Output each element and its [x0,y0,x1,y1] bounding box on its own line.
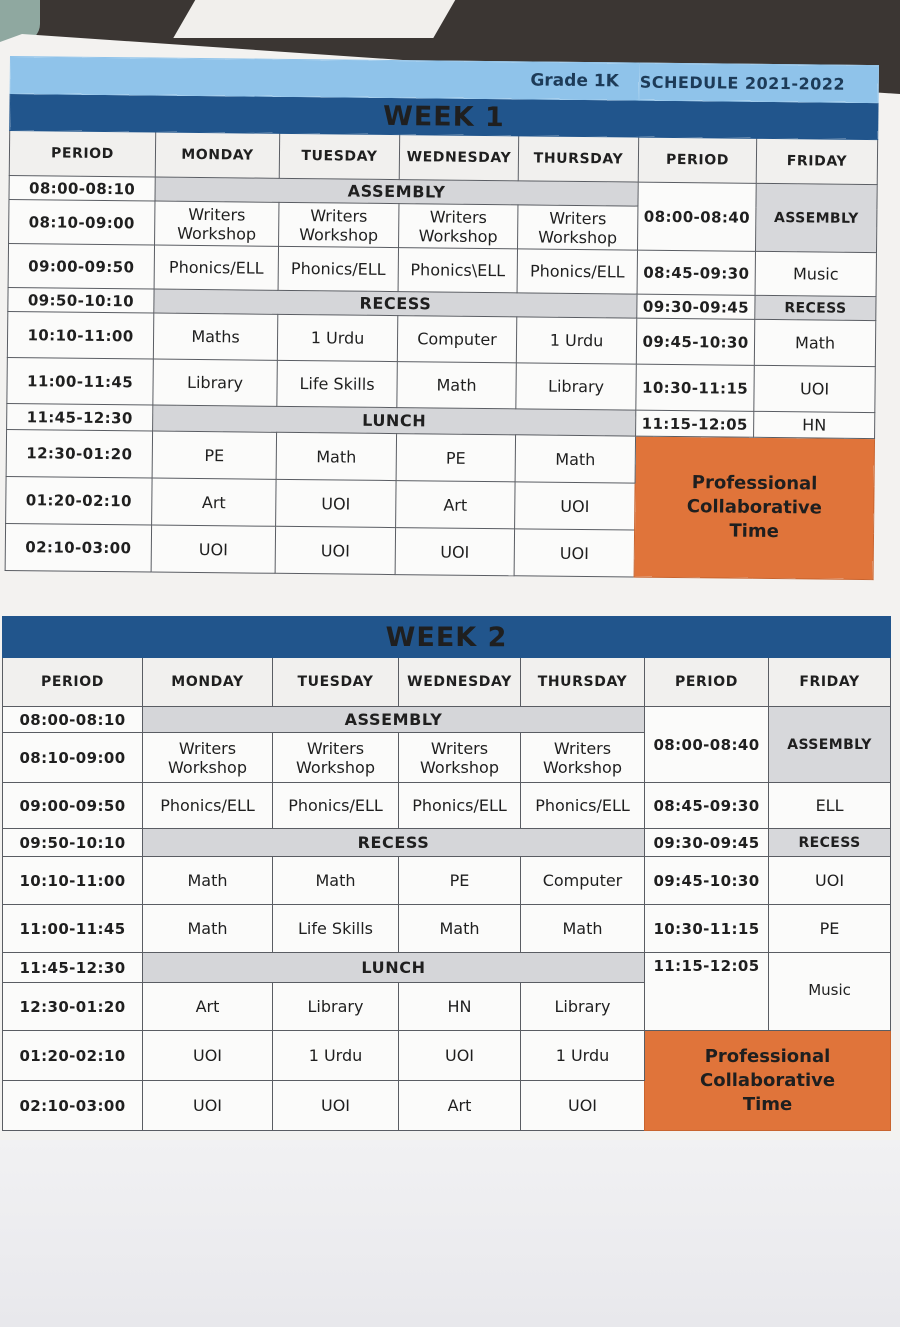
schedule-cell: Library [521,983,645,1031]
schedule-cell: Math [143,905,273,953]
header-tuesday: TUESDAY [273,658,399,707]
schedule-cell: Writers Workshop [518,205,639,250]
period-time: 08:10-09:00 [9,199,155,245]
schedule-cell: UOI [515,482,636,530]
schedule-cell: 1 Urdu [273,1031,399,1081]
pct-line: Professional [704,1045,831,1067]
header-period: PERIOD [3,658,143,707]
schedule-cell: Phonics/ELL [273,783,399,829]
schedule-cell: Phonics\ELL [398,248,517,293]
professional-collaborative-time-block [634,436,874,579]
schedule-cell: Library [273,983,399,1031]
period-time: 12:30-01:20 [3,983,143,1031]
lunch-band: LUNCH [143,953,645,983]
assembly-band: ASSEMBLY [143,707,645,733]
lunch-band: LUNCH [153,405,636,436]
schedule-cell: Writers Workshop [521,733,645,783]
schedule-cell: Life Skills [277,360,397,407]
friday-subject: UOI [754,365,875,412]
schedule-cell: 1 Urdu [277,314,397,361]
schedule-cell: Library [153,359,277,406]
schedule-cell: UOI [276,479,396,527]
schedule-cell: Computer [397,316,516,363]
schedule-cell: UOI [521,1081,645,1131]
schedule-cell: UOI [143,1031,273,1081]
friday-period-time: 08:45-09:30 [645,783,769,829]
header-wednesday: WEDNESDAY [399,658,521,707]
schedule-cell: Writers Workshop [399,204,518,249]
schedule-cell: Art [396,481,515,529]
schedule-cell: Math [276,432,396,480]
pct-line: Time [729,520,779,543]
period-time: 02:10-03:00 [3,1081,143,1131]
friday-subject: RECESS [769,829,891,857]
period-time: 09:00-09:50 [3,783,143,829]
schedule-cell: 1 Urdu [516,317,637,364]
pct-line: Professional [691,472,818,495]
period-time: 02:10-03:00 [5,523,151,572]
friday-subject: Music [755,251,876,296]
paper-shadow [0,1140,900,1327]
friday-period-time: 09:30-09:45 [645,829,769,857]
schedule-cell: Library [516,363,637,410]
period-time: 12:30-01:20 [6,429,152,478]
schedule-cell: UOI [514,529,635,577]
schedule-cell: Phonics/ELL [517,249,638,294]
schedule-cell: UOI [143,1081,273,1131]
period-time: 11:45-12:30 [7,403,153,431]
week-title: WEEK 1 [10,94,878,140]
schedule-cell: Maths [153,313,277,360]
friday-period-time: 10:30-11:15 [645,905,769,953]
friday-period-time: 08:00-08:40 [645,707,769,783]
schedule-cell: PE [396,434,515,482]
schedule-cell: Writers Workshop [143,733,273,783]
schedule-cell: Writers Workshop [279,202,399,247]
pct-line: Collaborative [686,496,823,519]
schedule-cell: Computer [521,857,645,905]
header-monday: MONDAY [155,132,279,178]
schedule-cell: Math [515,435,636,483]
period-time: 11:00-11:45 [3,905,143,953]
schedule-cell: Phonics/ELL [399,783,521,829]
period-time: 11:45-12:30 [3,953,143,983]
schedule-cell: Art [152,478,276,526]
friday-subject: ELL [769,783,891,829]
schedule-cell: UOI [399,1031,521,1081]
schedule-cell: PE [399,857,521,905]
schedule-cell: Phonics/ELL [143,783,273,829]
pct-line: Time [742,1093,793,1115]
period-time: 08:00-08:10 [3,707,143,733]
schedule-cell: Phonics/ELL [154,245,278,290]
friday-period-time: 08:00-08:40 [638,182,757,251]
friday-period-time: 09:45-10:30 [636,318,754,365]
friday-subject: Music [769,953,891,1031]
schedule-cell: Writers Workshop [273,733,399,783]
schedule-cell: UOI [395,528,514,576]
schedule-cell: UOI [275,526,395,574]
schedule-cell: Phonics/ELL [278,246,398,291]
week-2-schedule [2,616,891,1131]
header-friday-period: PERIOD [645,658,769,707]
schedule-cell: Life Skills [273,905,399,953]
friday-period-time: 10:30-11:15 [636,364,754,411]
schedule-cell: Math [273,857,399,905]
period-time: 08:10-09:00 [3,733,143,783]
friday-period-time: 11:15-12:05 [645,953,769,1031]
schedule-cell: Math [397,362,516,409]
pct-line: Collaborative [700,1069,836,1091]
header-period: PERIOD [9,131,155,178]
schedule-cell: Math [521,905,645,953]
schedule-cell: Phonics/ELL [521,783,645,829]
period-time: 09:00-09:50 [8,243,154,289]
header-thursday: THURSDAY [521,658,645,707]
period-time: 08:00-08:10 [9,175,155,201]
friday-subject: RECESS [755,295,876,320]
friday-period-time: 09:30-09:45 [637,294,755,319]
friday-subject: HN [754,411,875,438]
professional-collaborative-time-block [645,1031,891,1131]
header-wednesday: WEDNESDAY [399,135,518,181]
period-time: 11:00-11:45 [7,357,153,405]
header-friday: FRIDAY [769,658,891,707]
period-time: 09:50-10:10 [3,829,143,857]
schedule-cell: Writers Workshop [155,201,279,246]
header-friday-period: PERIOD [638,137,756,183]
friday-period-time: 08:45-09:30 [637,250,755,295]
schedule-cell: Math [399,905,521,953]
schedule-cell: HN [399,983,521,1031]
schedule-cell: UOI [273,1081,399,1131]
recess-band: RECESS [154,289,637,318]
period-time: 10:10-11:00 [3,857,143,905]
friday-subject: ASSEMBLY [769,707,891,783]
schedule-cell: UOI [151,525,275,573]
assembly-band: ASSEMBLY [155,177,638,206]
grade-label: Grade 1K [530,70,619,92]
background-paper [173,0,458,38]
schedule-year-title: SCHEDULE 2021-2022 [639,72,846,94]
friday-period-time: 09:45-10:30 [645,857,769,905]
friday-period-time: 11:15-12:05 [636,410,754,437]
schedule-cell: Math [143,857,273,905]
period-time: 10:10-11:00 [7,311,153,359]
schedule-cell: Writers Workshop [399,733,521,783]
week-title: WEEK 2 [3,617,891,658]
header-friday: FRIDAY [756,138,877,184]
schedule-cell: PE [152,431,276,479]
period-time: 09:50-10:10 [8,287,154,313]
header-thursday: THURSDAY [518,136,639,182]
schedule-cell: Art [143,983,273,1031]
period-time: 01:20-02:10 [3,1031,143,1081]
friday-subject: Math [754,319,875,366]
friday-subject: UOI [769,857,891,905]
friday-subject: ASSEMBLY [756,183,878,252]
schedule-cell: Art [399,1081,521,1131]
week-1-schedule [5,56,879,580]
recess-band: RECESS [143,829,645,857]
period-time: 01:20-02:10 [6,476,152,525]
friday-subject: PE [769,905,891,953]
header-monday: MONDAY [143,658,273,707]
schedule-cell: 1 Urdu [521,1031,645,1081]
header-tuesday: TUESDAY [279,133,399,179]
